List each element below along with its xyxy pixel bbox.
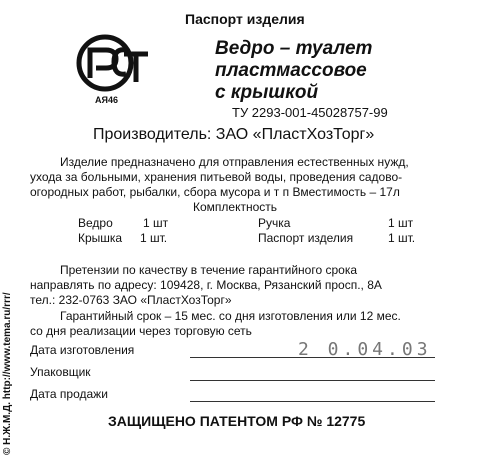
side-credit: © Н.Ж.М.Д. http://www.tema.ru/rrr/ [2,292,13,455]
manufacture-date-stamp: 2 0.04.03 [298,339,432,360]
kit-item-qty: 1 шт [143,216,169,230]
sale-date-label: Дата продажи [30,387,108,401]
technical-spec: ТУ 2293-001-45028757-99 [232,105,388,120]
packer-line [190,380,435,381]
claims-line-1: Претензии по качеству в течение гарантийного срока [60,263,358,277]
description-line-1: Изделие предназначено для отправления естественных нужд, [60,155,409,169]
warranty-line-2: со дня реализации через торговую сеть [30,324,252,338]
product-name-line-1: Ведро – туалет [215,38,373,59]
warranty-line-1: Гарантийный срок – 15 мес. со дня изготовления или 12 мес. [60,309,401,323]
kit-item-qty: 1 шт. [140,231,168,245]
product-name-line-3: с крышкой [215,82,319,103]
certification-code: АЯ46 [95,95,118,105]
product-name-line-2: пластмассовое [215,60,367,81]
kit-item-name: Крышка [78,231,123,245]
sale-date-line [190,401,435,402]
kit-item-qty: 1 шт [388,216,414,230]
kit-item-name: Ведро [78,216,113,230]
document-title: Паспорт изделия [185,11,305,27]
manufacturer: Производитель: ЗАО «ПластХозТорг» [93,126,375,143]
kit-heading: Комплектность [193,200,278,214]
kit-item-name: Паспорт изделия [258,231,354,245]
packer-label: Упаковщик [30,365,91,379]
manufacture-date-label: Дата изготовления [30,343,135,357]
patent-notice: ЗАЩИЩЕНО ПАТЕНТОМ РФ № 12775 [108,413,366,429]
description-line-3: огородных работ, рыбалки, сбора мусора и т п Вместимость – 17л [30,185,400,199]
claims-line-3: тел.: 232-0763 ЗАО «ПластХозТорг» [30,293,232,307]
kit-item-name: Ручка [258,216,291,230]
pct-certification-logo [76,34,152,92]
kit-item-qty: 1 шт. [388,231,416,245]
claims-line-2: направлять по адресу: 109428, г. Москва, Рязанский просп., 8А [30,278,382,292]
description-line-2: ухода за больными, хранения питьевой воды, проведения садово- [30,170,403,184]
